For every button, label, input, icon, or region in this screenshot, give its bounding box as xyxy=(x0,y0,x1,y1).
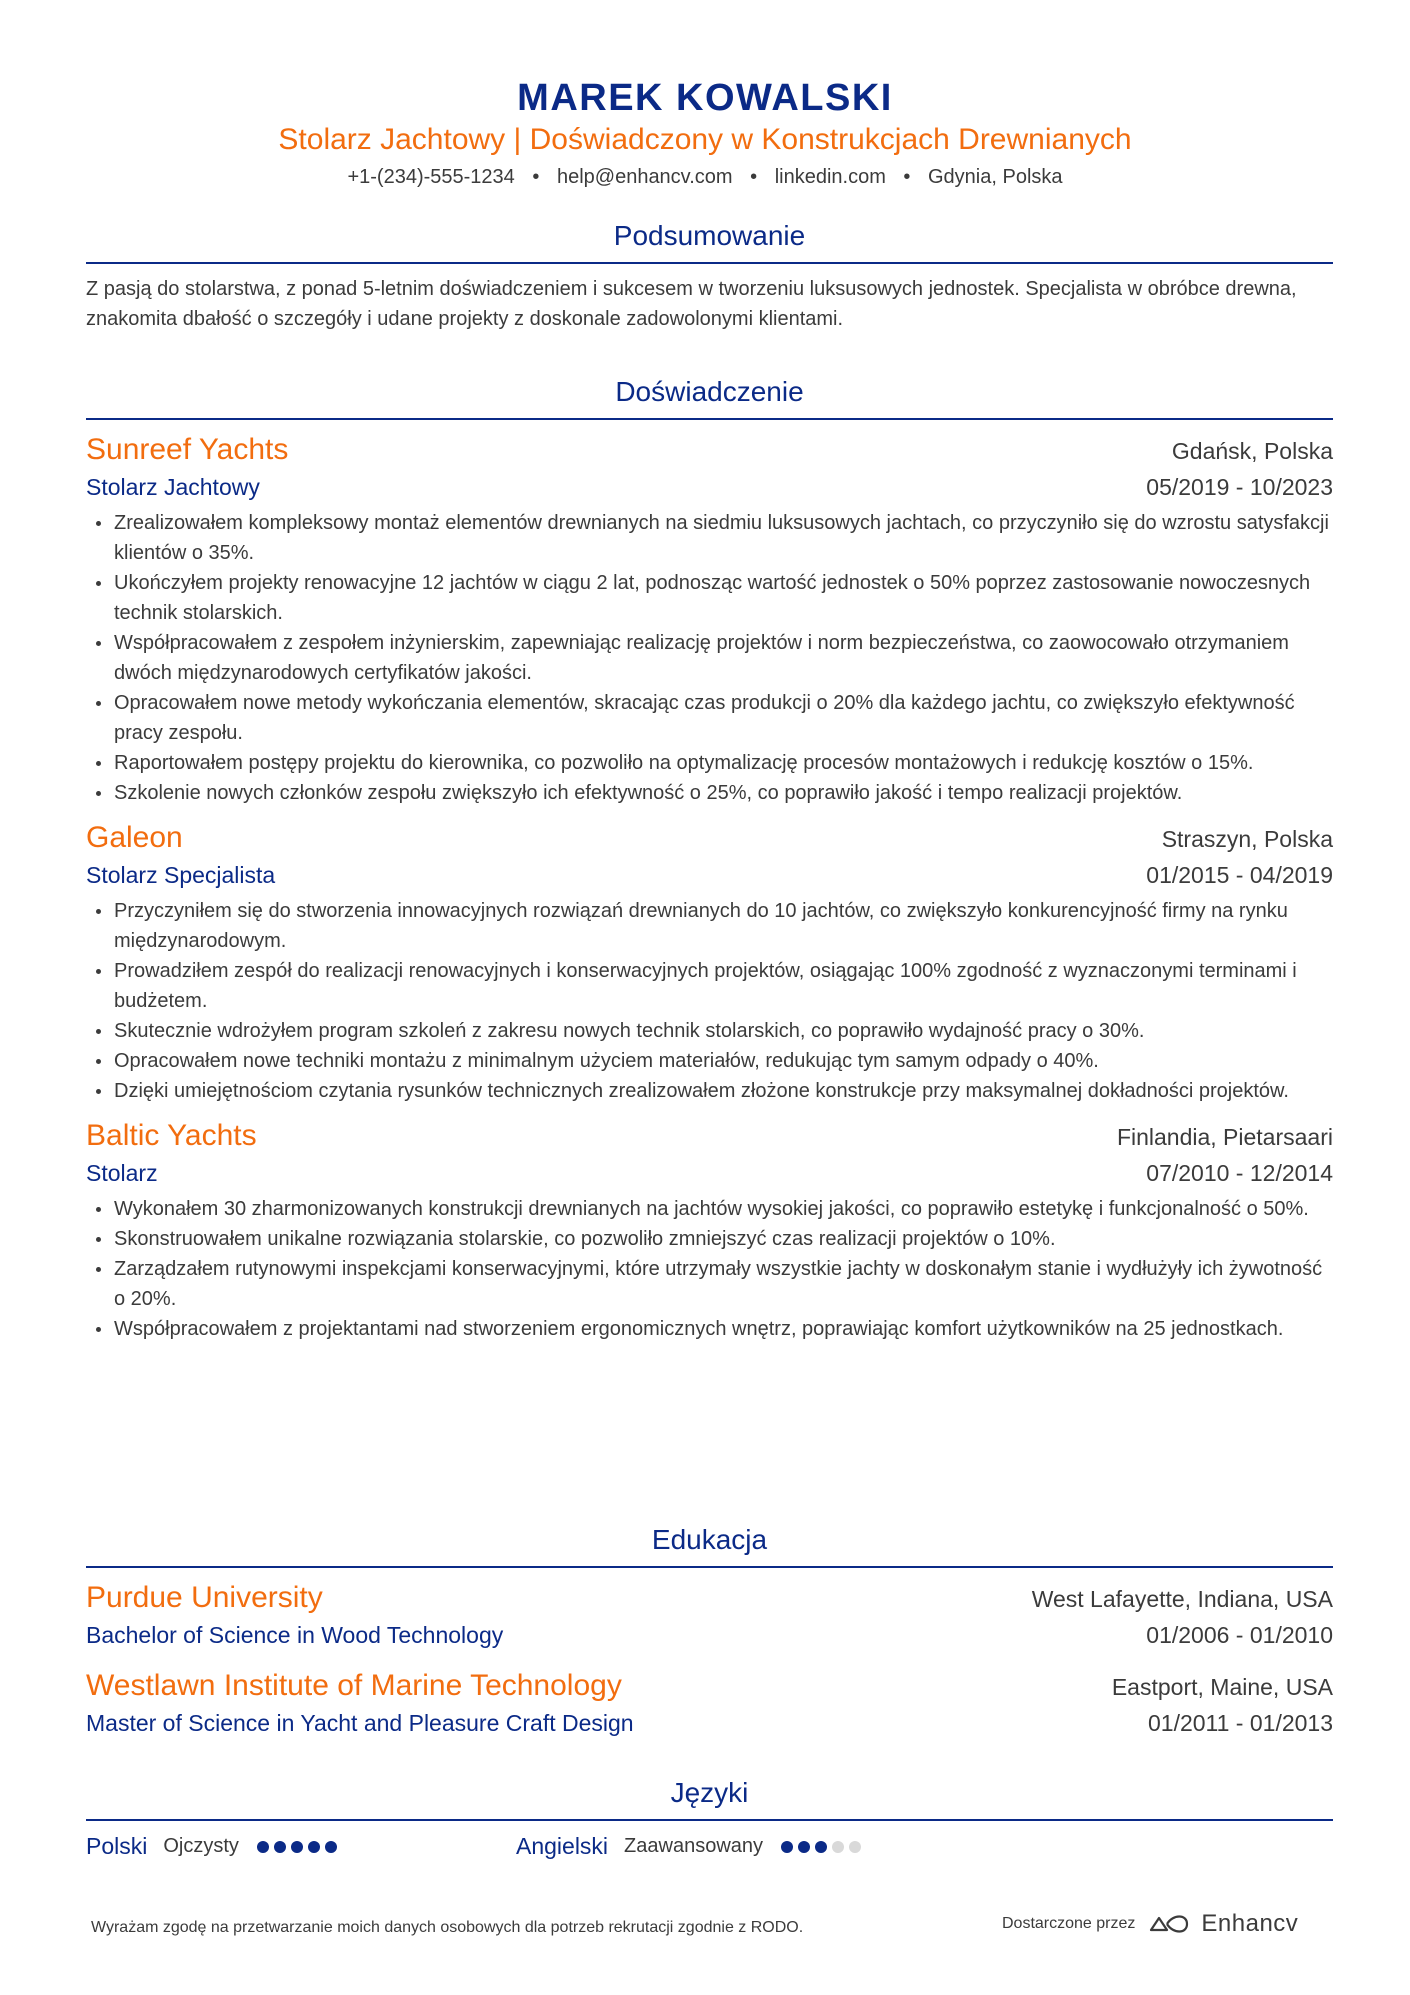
bullet-item: Skutecznie wdrożyłem program szkoleń z zakresu nowych technik stolarskich, co poprawiło wydajność pracy o 30%. xyxy=(86,1016,1333,1046)
candidate-name: MAREK KOWALSKI xyxy=(517,77,893,119)
rating-dot-filled xyxy=(291,1841,303,1853)
job-dates: 05/2019 - 10/2023 xyxy=(1146,474,1333,500)
email[interactable]: help@enhancv.com xyxy=(556,166,733,188)
bullet-item: Współpracowałem z projektantami nad stworzeniem ergonomicznych wnętrz, poprawiając komfort użytkowników na 25 jednostkach. xyxy=(86,1314,1333,1344)
section-divider xyxy=(86,262,1333,264)
rating-dot-filled xyxy=(257,1841,269,1853)
separator: • xyxy=(903,166,911,188)
job-bullets xyxy=(86,508,1333,808)
bullet-item: Zrealizowałem kompleksowy montaż elementów drewnianych na siedmiu luksusowych jachtach, co przyczyniło się do wzrostu satysfakcji klientów o 35%. xyxy=(86,508,1333,568)
company-name: Galeon xyxy=(86,821,183,854)
education-entry xyxy=(86,1578,1333,1652)
phone: +1-(234)-555-1234 xyxy=(347,166,515,188)
education-section xyxy=(86,1522,1333,1740)
job-role: Stolarz Specjalista xyxy=(86,862,276,888)
candidate-title: Stolarz Jachtowy | Doświadczony w Konstrukcjach Drewnianych xyxy=(278,123,1132,156)
bullet-item: Zarządzałem rutynowymi inspekcjami konserwacyjnymi, które utrzymały wszystkie jachty w doskonałym stanie i wydłużyły ich żywotność o 20%. xyxy=(86,1254,1333,1314)
separator: • xyxy=(750,166,758,188)
rating-dot-filled xyxy=(325,1841,337,1853)
language-name: Polski xyxy=(86,1833,148,1859)
section-title: Podsumowanie xyxy=(613,220,806,251)
powered-by xyxy=(1002,1910,1298,1938)
summary-text: Z pasją do stolarstwa, z ponad 5-letnim doświadczeniem i sukcesem w tworzeniu luksusowych jednostek. Specjalista w obróbce drewna, znakomita dbałość o szczegóły i udane projekty z doskonale zadowolonymi klientami. xyxy=(86,278,1297,330)
section-divider xyxy=(86,1819,1333,1821)
job-role: Stolarz xyxy=(86,1160,158,1186)
rating-dot-filled xyxy=(781,1841,793,1853)
company-name: Sunreef Yachts xyxy=(86,433,289,466)
bullet-item: Opracowałem nowe metody wykończania elementów, skracając czas produkcji o 20% dla każdego jachtu, co zwiększyło efektywność pracy zespołu. xyxy=(86,688,1333,748)
summary-section xyxy=(86,218,1333,334)
bullet-item: Prowadziłem zespół do realizacji renowacyjnych i konserwacyjnych projektów, osiągając 100% zgodność z wyznaczonymi terminami i budżetem. xyxy=(86,956,1333,1016)
school-location: Eastport, Maine, USA xyxy=(1111,1674,1333,1700)
bullet-item: Przyczyniłem się do stworzenia innowacyjnych rozwiązań drewnianych do 10 jachtów, co zwiększyło konkurencyjność firmy na rynku międzynarodowym. xyxy=(86,896,1333,956)
section-divider xyxy=(86,1566,1333,1568)
job-dates: 01/2015 - 04/2019 xyxy=(1146,862,1333,888)
languages-section xyxy=(86,1775,1333,1860)
job-dates: 07/2010 - 12/2014 xyxy=(1146,1160,1333,1186)
rating-dot-filled xyxy=(798,1841,810,1853)
school-name: Westlawn Institute of Marine Technology xyxy=(86,1669,622,1702)
proficiency-dots xyxy=(781,1841,866,1853)
brand-name: Enhancv xyxy=(1201,1910,1299,1937)
language-level: Ojczysty xyxy=(163,1835,239,1857)
bullet-item: Dzięki umiejętnościom czytania rysunków technicznych zrealizowałem złożone konstrukcje przy maksymalnej dokładności projektów. xyxy=(86,1076,1333,1106)
section-title: Doświadczenie xyxy=(615,376,804,407)
job-entry xyxy=(86,1116,1333,1344)
section-divider xyxy=(86,418,1333,420)
degree: Master of Science in Yacht and Pleasure Craft Design xyxy=(86,1710,634,1736)
bullet-item: Skonstruowałem unikalne rozwiązania stolarskie, co pozwoliło zmniejszyć czas realizacji projektów o 10%. xyxy=(86,1224,1333,1254)
bullet-item: Raportowałem postępy projektu do kierownika, co pozwoliło na optymalizację procesów montażowych i redukcję kosztów o 15%. xyxy=(86,748,1333,778)
bullet-item: Wykonałem 30 zharmonizowanych konstrukcji drewnianych na jachtów wysokiej jakości, co poprawiło estetykę i funkcjonalność o 50%. xyxy=(86,1194,1333,1224)
bullet-item: Opracowałem nowe techniki montażu z minimalnym użyciem materiałów, redukując tym samym odpady o 40%. xyxy=(86,1046,1333,1076)
school-location: West Lafayette, Indiana, USA xyxy=(1031,1586,1333,1612)
separator: • xyxy=(532,166,540,188)
job-bullets xyxy=(86,896,1333,1106)
job-entry xyxy=(86,430,1333,808)
bullet-item: Ukończyłem projekty renowacyjne 12 jachtów w ciągu 2 lat, podnosząc wartość jednostek o 50% poprzez zastosowanie nowoczesnych technik stolarskich. xyxy=(86,568,1333,628)
language-name: Angielski xyxy=(516,1833,609,1859)
rating-dot-filled xyxy=(815,1841,827,1853)
company-name: Baltic Yachts xyxy=(86,1119,257,1152)
resume-header xyxy=(0,76,1410,192)
rating-dot-filled xyxy=(274,1841,286,1853)
experience-section xyxy=(86,374,1333,1344)
consent-note: Wyrażam zgodę na przetwarzanie moich danych osobowych dla potrzeb rekrutacji zgodnie z RODO. xyxy=(91,1919,804,1936)
degree: Bachelor of Science in Wood Technology xyxy=(86,1622,504,1648)
rating-dot-empty xyxy=(849,1841,861,1853)
language-item xyxy=(516,1833,946,1860)
rating-dot-empty xyxy=(832,1841,844,1853)
location: Gdynia, Polska xyxy=(928,166,1063,188)
school-name: Purdue University xyxy=(86,1581,323,1614)
job-entry xyxy=(86,818,1333,1106)
job-role: Stolarz Jachtowy xyxy=(86,474,260,500)
powered-by-label: Dostarczone przez xyxy=(1002,1915,1136,1932)
section-title: Edukacja xyxy=(651,1524,768,1555)
languages-list xyxy=(86,1833,1333,1860)
linkedin[interactable]: linkedin.com xyxy=(774,166,886,188)
rating-dot-filled xyxy=(308,1841,320,1853)
education-dates: 01/2006 - 01/2010 xyxy=(1146,1622,1333,1648)
bullet-item: Szkolenie nowych członków zespołu zwiększyło ich efektywność o 25%, co poprawiło jakość i tempo realizacji projektów. xyxy=(86,778,1333,808)
enhancv-logo-icon xyxy=(1147,1912,1193,1936)
education-dates: 01/2011 - 01/2013 xyxy=(1147,1710,1333,1736)
job-location: Gdańsk, Polska xyxy=(1171,438,1333,464)
language-item xyxy=(86,1833,516,1860)
language-level: Zaawansowany xyxy=(624,1835,764,1857)
education-entry xyxy=(86,1666,1333,1740)
job-location: Finlandia, Pietarsaari xyxy=(1116,1124,1333,1150)
bullet-item: Współpracowałem z zespołem inżynierskim, zapewniając realizację projektów i norm bezpieczeństwa, co zaowocowało otrzymaniem dwóch międzynarodowych certyfikatów jakości. xyxy=(86,628,1333,688)
job-bullets xyxy=(86,1194,1333,1344)
contact-line xyxy=(0,162,1410,192)
job-location: Straszyn, Polska xyxy=(1161,826,1333,852)
section-title: Języki xyxy=(670,1777,749,1808)
proficiency-dots xyxy=(257,1841,342,1853)
